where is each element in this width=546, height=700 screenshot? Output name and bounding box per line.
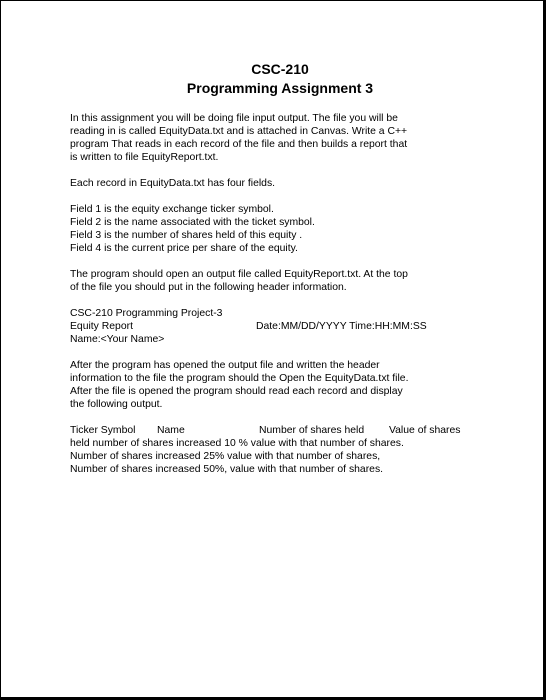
- col-ticker-symbol: Ticker Symbol: [70, 425, 136, 436]
- field-item: Field 3 is the number of shares held of this equity .: [70, 230, 303, 241]
- intro-line: reading in is called EquityData.txt and is attached in Canvas. Write a C++: [70, 126, 408, 137]
- document-page: [70, 60, 490, 476]
- output-format-line: Number of shares increased 50%, value with that number of shares.: [70, 464, 384, 475]
- after-line: After the file is opened the program should read each record and display: [70, 386, 403, 397]
- intro-line: In this assignment you will be doing file input output. The file you will be: [70, 113, 398, 124]
- field-item: Field 2 is the name associated with the ticket symbol.: [70, 217, 315, 228]
- title-block: [70, 60, 490, 98]
- intro-paragraph: [70, 112, 490, 164]
- output-line: The program should open an output file called EquityReport.txt. At the top: [70, 269, 408, 280]
- intro-line: is written to file EquityReport.txt.: [70, 152, 219, 163]
- report-header-sample: [70, 307, 490, 346]
- output-columns-header: [70, 424, 490, 437]
- after-line: information to the file the program should the Open the EquityData.txt file.: [70, 373, 409, 384]
- report-title: Equity Report: [70, 321, 133, 332]
- report-header-line2: [70, 320, 490, 333]
- output-format: [70, 424, 490, 476]
- report-header-name: Name:<Your Name>: [70, 334, 165, 345]
- col-shares-held: Number of shares held: [259, 425, 365, 436]
- after-line: the following output.: [70, 399, 163, 410]
- fields-list: [70, 203, 490, 255]
- after-paragraph: [70, 359, 490, 411]
- after-line: After the program has opened the output file and written the header: [70, 360, 380, 371]
- report-datetime: Date:MM/DD/YYYY Time:HH:MM:SS: [256, 321, 427, 332]
- report-header-line1: CSC-210 Programming Project-3: [70, 308, 223, 319]
- field-item: Field 1 is the equity exchange ticker symbol.: [70, 204, 274, 215]
- record-intro: Each record in EquityData.txt has four fields.: [70, 178, 276, 189]
- output-format-line: Number of shares increased 25% value with that number of shares,: [70, 451, 381, 462]
- col-name: Name: [157, 425, 185, 436]
- intro-line: program That reads in each record of the file and then builds a report that: [70, 139, 408, 150]
- course-code: CSC-210: [251, 61, 309, 77]
- field-item: Field 4 is the current price per share of the equity.: [70, 243, 298, 254]
- assignment-title: Programming Assignment 3: [186, 80, 374, 96]
- col-value: Value of shares: [389, 425, 461, 436]
- output-paragraph: [70, 268, 490, 294]
- output-format-line: held number of shares increased 10 % value with that number of shares.: [70, 438, 404, 449]
- output-line: of the file you should put in the following header information.: [70, 282, 347, 293]
